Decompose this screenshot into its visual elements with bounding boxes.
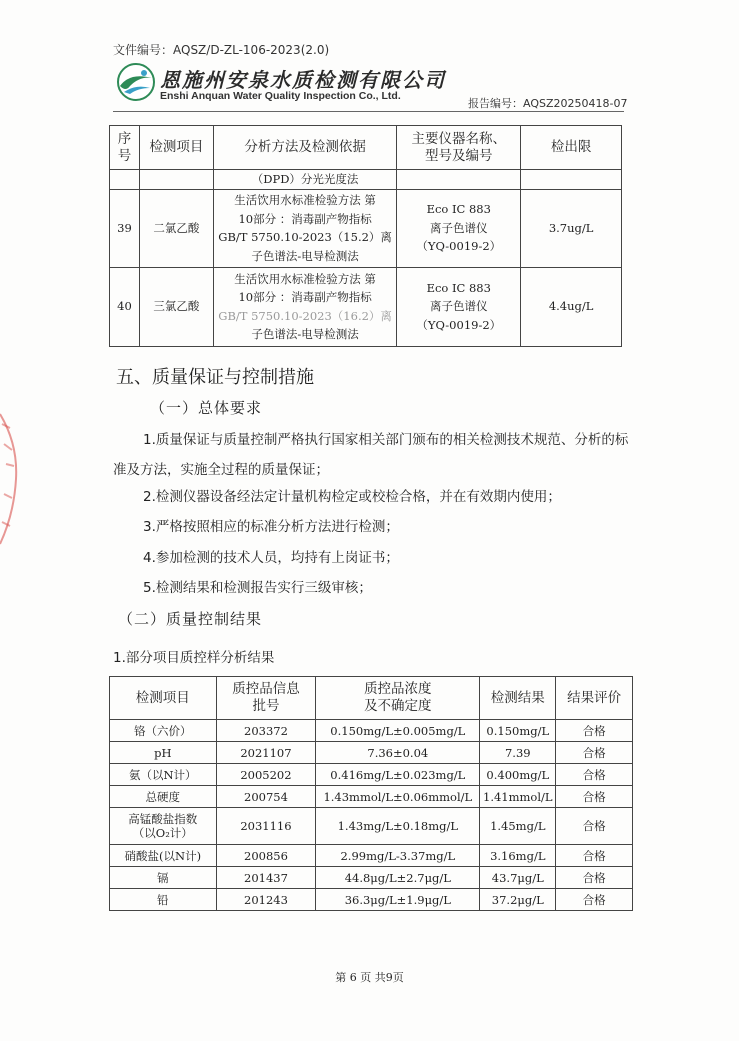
header-item: 检测项目 — [139, 126, 213, 170]
row-number: 39 — [110, 189, 140, 267]
header-no: 序号 — [110, 126, 140, 170]
qc-row — [110, 720, 633, 742]
qc-result: 7.39 — [480, 742, 556, 764]
qc-item: 铬（六价） — [110, 720, 217, 742]
qc-item: 铅 — [110, 889, 217, 911]
qc-item: 镉 — [110, 867, 217, 889]
qc-batch: 203372 — [216, 720, 316, 742]
qc-row — [110, 764, 633, 786]
company-logo-icon — [116, 62, 156, 102]
qc-table-title: 1.部分项目质控样分析结果 — [113, 650, 275, 666]
header-limit: 检出限 — [521, 126, 622, 170]
qc-header-evaluation: 结果评价 — [556, 677, 633, 720]
qc-row — [110, 889, 633, 911]
requirement-item-1: 1.质量保证与质量控制严格执行国家相关部门颁布的相关检测技术规范、分析的标准及方法，实施全过程的质量保证； — [113, 432, 629, 478]
document-number: 文件编号：AQSZ/D-ZL-106-2023(2.0) — [113, 43, 330, 57]
qc-result: 0.400mg/L — [480, 764, 556, 786]
qc-evaluation: 合格 — [556, 742, 633, 764]
method-row — [110, 189, 622, 267]
method-text: 生活饮用水标准检验方法 第 10部分 ：消毒副产物指标 GB/T 5750.10-2023（16.2）离 子色谱法-电导检测法 — [213, 267, 396, 346]
qc-result: 1.41mmol/L — [480, 786, 556, 808]
subsection-general-requirements: （一）总体要求 — [150, 399, 263, 417]
instrument-text: Eco IC 883 离子色谱仪 （YQ-0019-2） — [397, 267, 521, 346]
report-number: 报告编号：AQSZ20250418-07 — [468, 97, 628, 110]
requirement-item-2: 2.检测仪器设备经法定计量机构检定或校检合格，并在有效期内使用； — [143, 489, 561, 505]
header-divider — [113, 111, 624, 112]
continuation-row — [110, 170, 622, 190]
qc-batch: 2021107 — [216, 742, 316, 764]
detection-limit: 4.4ug/L — [521, 267, 622, 346]
detection-limit: 3.7ug/L — [521, 189, 622, 267]
qc-concentration: 1.43mg/L±0.18mg/L — [316, 808, 480, 845]
qc-concentration: 2.99mg/L-3.37mg/L — [316, 845, 480, 867]
qc-evaluation: 合格 — [556, 867, 633, 889]
qc-table-header-row — [110, 677, 633, 720]
section-title: 五、质量保证与控制措施 — [116, 367, 314, 388]
qc-item: 氨（以N计） — [110, 764, 217, 786]
qc-header-concentration: 质控品浓度 及不确定度 — [316, 677, 480, 720]
qc-item: 硝酸盐(以N计) — [110, 845, 217, 867]
continuation-text: （DPD）分光光度法 — [213, 170, 396, 190]
method-table-header-row — [110, 126, 622, 170]
qc-result: 0.150mg/L — [480, 720, 556, 742]
qc-concentration: 0.416mg/L±0.023mg/L — [316, 764, 480, 786]
qc-result: 1.45mg/L — [480, 808, 556, 845]
subsection-qc-results: （二）质量控制结果 — [118, 610, 263, 628]
qc-concentration: 44.8μg/L±2.7μg/L — [316, 867, 480, 889]
qc-row — [110, 845, 633, 867]
header-method: 分析方法及检测依据 — [213, 126, 396, 170]
qc-concentration: 0.150mg/L±0.005mg/L — [316, 720, 480, 742]
company-name-en: Enshi Anquan Water Quality Inspection Co., Ltd. — [160, 90, 401, 102]
qc-row — [110, 808, 633, 845]
requirement-item-4: 4.参加检测的技术人员，均持有上岗证书； — [143, 550, 399, 566]
method-table — [109, 125, 622, 347]
qc-row — [110, 742, 633, 764]
method-row — [110, 267, 622, 346]
qc-result: 37.2μg/L — [480, 889, 556, 911]
qc-batch: 2031116 — [216, 808, 316, 845]
qc-concentration: 36.3μg/L±1.9μg/L — [316, 889, 480, 911]
qc-header-batch: 质控品信息 批号 — [216, 677, 316, 720]
seal-stamp-edge-icon — [0, 404, 26, 554]
test-item: 三氯乙酸 — [139, 267, 213, 346]
company-name-cn: 恩施州安泉水质检测有限公司 — [160, 68, 446, 92]
qc-concentration: 7.36±0.04 — [316, 742, 480, 764]
qc-batch: 201243 — [216, 889, 316, 911]
qc-row — [110, 786, 633, 808]
qc-batch: 200856 — [216, 845, 316, 867]
method-text: 生活饮用水标准检验方法 第 10部分 ：消毒副产物指标 GB/T 5750.10-2023（15.2）离 子色谱法-电导检测法 — [213, 189, 396, 267]
qc-evaluation: 合格 — [556, 764, 633, 786]
test-item: 二氯乙酸 — [139, 189, 213, 267]
requirement-item-3: 3.严格按照相应的标准分析方法进行检测； — [143, 519, 399, 535]
row-number: 40 — [110, 267, 140, 346]
qc-result: 3.16mg/L — [480, 845, 556, 867]
instrument-text: Eco IC 883 离子色谱仪 （YQ-0019-2） — [397, 189, 521, 267]
qc-batch: 200754 — [216, 786, 316, 808]
page-number: 第 6 页 共9页 — [335, 971, 404, 984]
qc-table — [109, 676, 633, 911]
header-instrument: 主要仪器名称、型号及编号 — [397, 126, 521, 170]
qc-item: pH — [110, 742, 217, 764]
qc-evaluation: 合格 — [556, 845, 633, 867]
qc-evaluation: 合格 — [556, 786, 633, 808]
qc-item: 总硬度 — [110, 786, 217, 808]
qc-concentration: 1.43mmol/L±0.06mmol/L — [316, 786, 480, 808]
qc-row — [110, 867, 633, 889]
qc-evaluation: 合格 — [556, 889, 633, 911]
qc-evaluation: 合格 — [556, 720, 633, 742]
qc-header-item: 检测项目 — [110, 677, 217, 720]
qc-batch: 2005202 — [216, 764, 316, 786]
qc-result: 43.7μg/L — [480, 867, 556, 889]
qc-evaluation: 合格 — [556, 808, 633, 845]
qc-batch: 201437 — [216, 867, 316, 889]
qc-item: 高锰酸盐指数 （以O₂计） — [110, 808, 217, 845]
qc-header-result: 检测结果 — [480, 677, 556, 720]
requirement-item-5: 5.检测结果和检测报告实行三级审核； — [143, 580, 372, 596]
